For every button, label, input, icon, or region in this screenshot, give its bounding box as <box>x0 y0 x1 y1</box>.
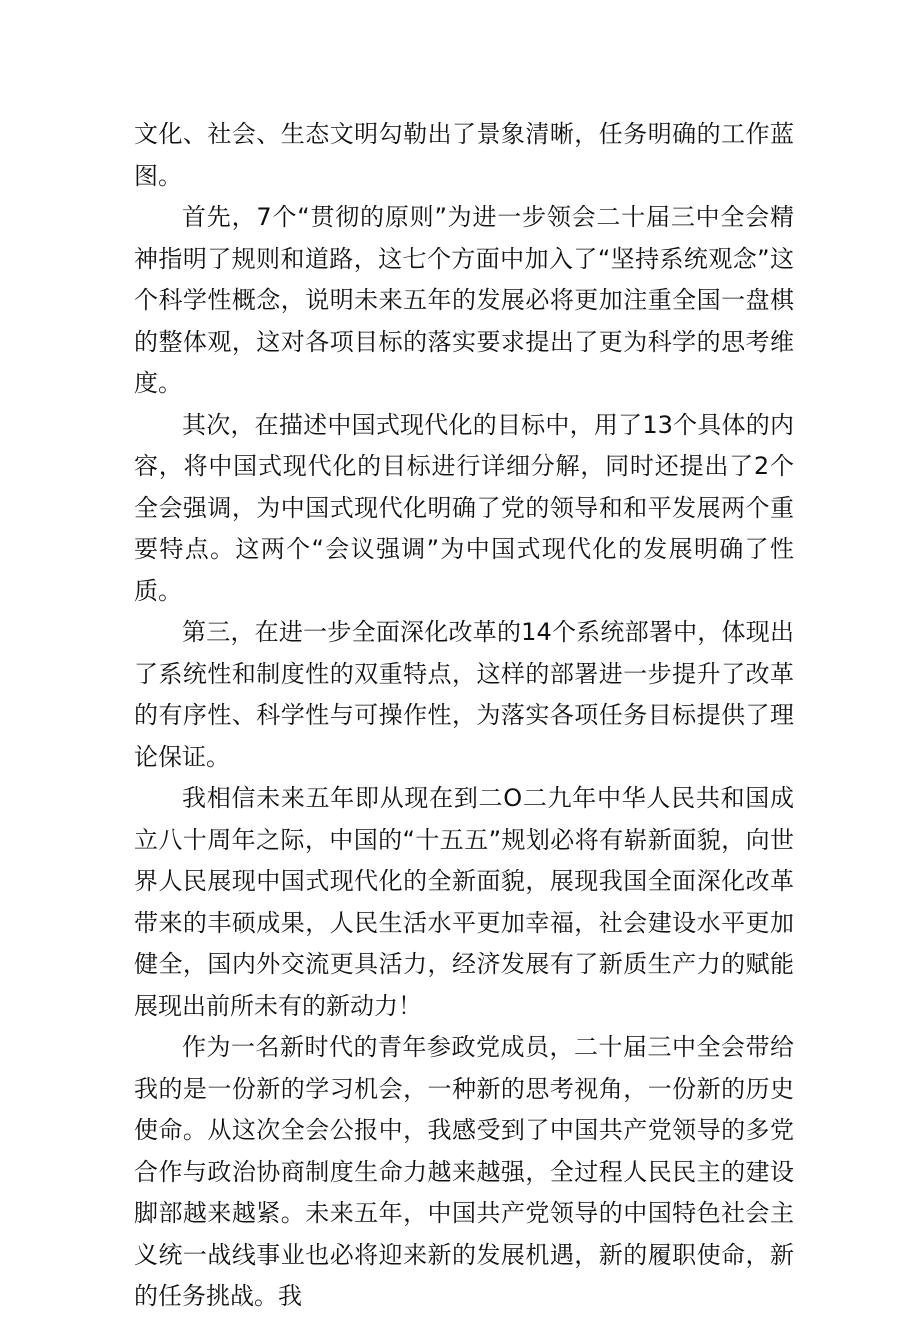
paragraph-five-year-outlook: 我相信未来五年即从现在到二O二九年中华人民共和国成立八十周年之际，中国的“十五五”规划必将有崭新面貌，向世界人民展现中国式现代化的全新面貌，展现我国全面深化改革带来的丰硕成果，人民生活水平更加幸福，社会建设水平更加健全，国内外交流更具活力，经济发展有了新质生产力的赋能展现出前所未有的新动力！ <box>134 784 794 1020</box>
paragraph-principles: 首先，7个“贯彻的原则”为进一步领会二十届三中全会精神指明了规则和道路，这七个方面中加入了“坚持系统观念”这个科学性概念，说明未来五年的发展必将更加注重全国一盘棋的整体观，这对各项目标的落实要求提出了更为科学的思考维度。 <box>134 203 794 397</box>
document-body <box>134 114 794 1318</box>
paragraph-modernization-goals: 其次，在描述中国式现代化的目标中，用了13个具体的内容，将中国式现代化的目标进行详细分解，同时还提出了2个全会强调，为中国式现代化明确了党的领导和和平发展两个重要特点。这两个“会议强调”为中国式现代化的发展明确了性质。 <box>134 410 794 605</box>
paragraph-personal-reflection: 作为一名新时代的青年参政党成员，二十届三中全会带给我的是一份新的学习机会，一种新的思考视角，一份新的历史使命。从这次全会公报中，我感受到了中国共产党领导的多党合作与政治协商制度生命力越来越强，全过程人民民主的建设脚部越来越紧。未来五年，中国共产党领导的中国特色社会主义统一战线事业也必将迎来新的发展机遇，新的履职使命，新的任务挑战。我 <box>134 1033 794 1310</box>
paragraph-continued: 文化、社会、生态文明勾勒出了景象清晰，任务明确的工作蓝图。 <box>134 120 794 190</box>
paragraph-reform-deployment: 第三，在进一步全面深化改革的14个系统部署中，体现出了系统性和制度性的双重特点，这样的部署进一步提升了改革的有序性、科学性与可操作性，为落实各项任务目标提供了理论保证。 <box>134 618 794 771</box>
